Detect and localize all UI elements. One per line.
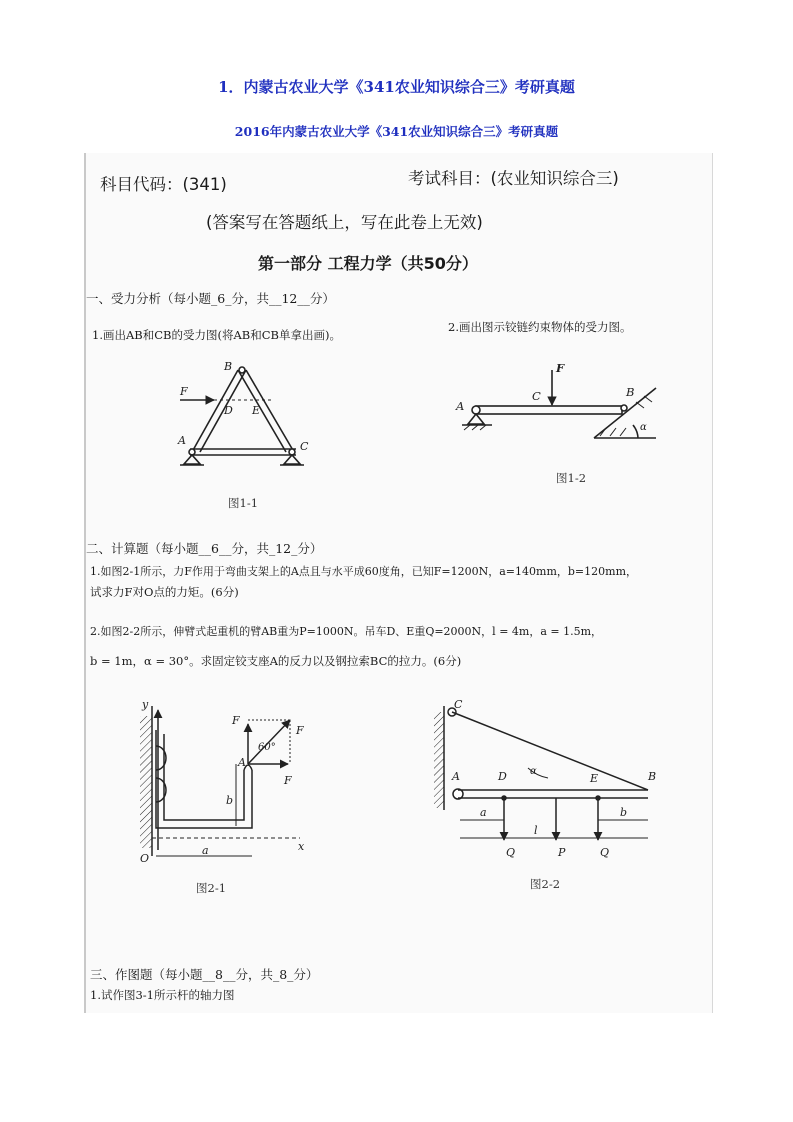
document-subtitle: 2016年内蒙古农业大学《341农业知识综合三》考研真题 bbox=[234, 124, 559, 139]
fig1-1-caption: 图1-1 bbox=[228, 496, 259, 510]
fig2-1-label: x bbox=[298, 840, 305, 853]
fig1-2-label: C bbox=[532, 389, 541, 403]
fig2-2-label: b bbox=[620, 806, 628, 819]
fig2-2-label: l bbox=[534, 824, 538, 837]
section-heading-2: 二、计算题（每小题__6__分，共_12_分） bbox=[86, 541, 323, 556]
fig2-1-label: F bbox=[232, 714, 240, 727]
fig1-1-label: D bbox=[224, 404, 233, 417]
exam-code: 科目代码：(341) bbox=[100, 175, 227, 194]
fig1-1-label: B bbox=[224, 360, 233, 373]
fig2-2-label: D bbox=[498, 770, 507, 783]
fig1-1-label: A bbox=[178, 434, 186, 447]
question-3-1: 1.试作图3-1所示杆的轴力图 bbox=[90, 988, 235, 1002]
section-heading-3: 三、作图题（每小题__8__分，共_8_分） bbox=[90, 967, 319, 982]
fig2-1-label: F bbox=[284, 774, 292, 787]
figure-1-1 bbox=[180, 367, 304, 465]
fig2-2-label: C bbox=[454, 698, 463, 711]
fig2-2-caption: 图2-2 bbox=[530, 877, 561, 891]
fig2-1-label: a bbox=[202, 844, 209, 857]
document-title: 1．内蒙古农业大学《341农业知识综合三》考研真题 bbox=[218, 78, 575, 96]
fig2-2-label: Q bbox=[600, 846, 610, 859]
question-2-2-b: b = 1m，α = 30°。求固定铰支座A的反力以及钢拉索BC的拉力。(6分) bbox=[90, 654, 462, 668]
fig2-2-label: E bbox=[590, 772, 599, 785]
fig2-1-label: y bbox=[142, 698, 149, 711]
fig1-2-label: A bbox=[456, 399, 465, 413]
question-1-2: 2.画出图示铰链约束物体的受力图。 bbox=[448, 320, 632, 334]
fig2-1-label: b bbox=[226, 794, 234, 807]
fig2-2-label: A bbox=[452, 770, 460, 783]
fig2-1-label: O bbox=[140, 852, 150, 865]
fig1-2-label: α bbox=[640, 422, 647, 433]
figure-1-2 bbox=[462, 370, 656, 438]
question-2-2-a: 2.如图2-2所示，伸臂式起重机的臂AB重为P=1000N。吊车D、E重Q=2000N，l = 4m，a = 1.5m， bbox=[90, 625, 603, 638]
fig2-2-label: Q bbox=[506, 846, 516, 859]
fig1-2-caption: 图1-2 bbox=[556, 471, 587, 485]
fig1-2-label: B bbox=[626, 385, 635, 399]
fig2-1-label: 60° bbox=[258, 742, 276, 753]
section-heading-1: 一、受力分析（每小题_6_分，共__12__分） bbox=[86, 291, 335, 306]
fig1-1-label: C bbox=[300, 440, 309, 453]
question-1-1: 1.画出AB和CB的受力图(将AB和CB单拿出画)。 bbox=[92, 328, 341, 342]
fig2-2-label: α bbox=[530, 766, 537, 777]
fig2-2-label: a bbox=[480, 806, 487, 819]
fig1-1-label: E bbox=[252, 404, 261, 417]
figure-2-2 bbox=[434, 706, 648, 840]
exam-notice: (答案写在答题纸上，写在此卷上无效) bbox=[206, 213, 483, 232]
fig2-1-caption: 图2-1 bbox=[196, 881, 227, 895]
exam-subject: 考试科目：(农业知识综合三) bbox=[408, 169, 619, 188]
question-2-1-b: 试求力F对O点的力矩。(6分) bbox=[90, 585, 239, 599]
question-2-1-a: 1.如图2-1所示，力F作用于弯曲支架上的A点且与水平成60度角，已知F=1200N，a=140mm，b=120mm， bbox=[90, 565, 637, 578]
fig2-2-label: B bbox=[648, 770, 657, 783]
fig1-1-label: F bbox=[180, 385, 188, 398]
fig2-2-label: P bbox=[558, 846, 566, 859]
part-title: 第一部分 工程力学（共50分） bbox=[258, 254, 478, 273]
fig2-1-label: F bbox=[296, 724, 304, 737]
figure-2-1 bbox=[140, 706, 300, 856]
fig2-1-label: A bbox=[238, 756, 246, 769]
fig1-2-label: F bbox=[556, 361, 565, 375]
